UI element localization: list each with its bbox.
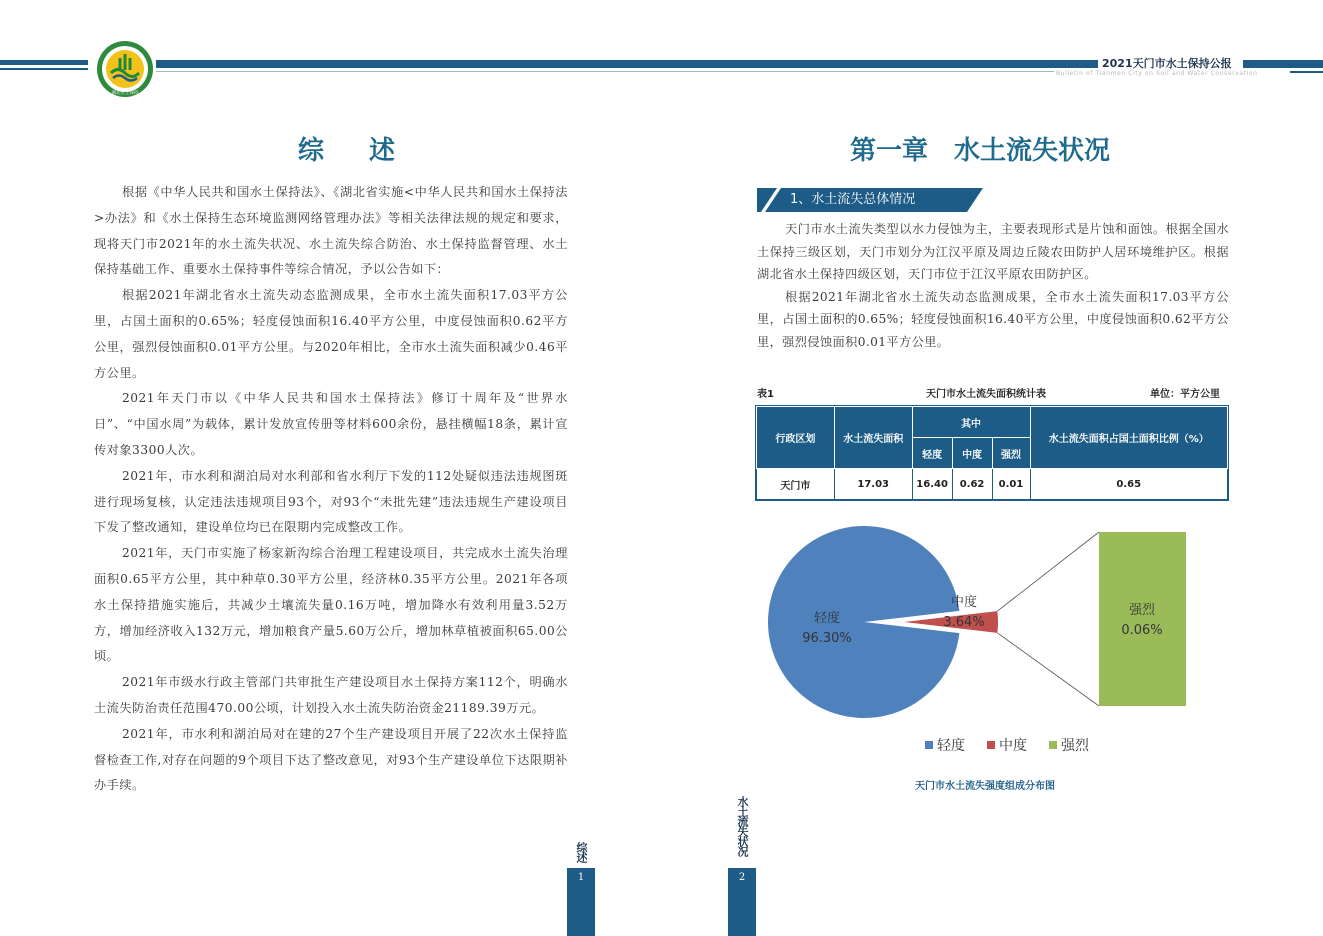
header-line-left	[0, 68, 88, 70]
header-bar-main	[156, 60, 1098, 68]
th-region: 行政区划	[757, 407, 835, 469]
section-label: 1、水土流失总体情况	[790, 192, 916, 207]
left-page-number: 1	[577, 872, 585, 883]
cell-ratio: 0.65	[1030, 469, 1228, 500]
header-line-main	[156, 71, 1054, 72]
right-page-number: 2	[738, 872, 746, 883]
th-area: 水土流失面积	[834, 407, 912, 469]
legend-swatch-moderate	[987, 741, 995, 749]
right-paragraph-2: 根据2021年湖北省水土流失动态监测成果，全市水土流失面积17.03平方公里，占国土面积的0.65%；轻度侵蚀面积16.40平方公里，中度侵蚀面积0.62平方公里，强烈侵蚀面积0.01平方公里。	[757, 289, 1229, 349]
header-bar-right	[1243, 60, 1323, 68]
right-paragraph-1: 天门市水土流失类型以水力侵蚀为主，主要表现形式是片蚀和面蚀。根据全国水土保持三级区划，天门市划分为江汉平原及周边丘陵农田防护人居环境维护区。根据湖北省水土保持四级区划，天门市位于江汉平原农田防护区。	[757, 222, 1229, 282]
intensity-pie-chart	[757, 520, 1229, 770]
label-moderate: 中度	[950, 595, 978, 610]
th-moderate: 中度	[952, 438, 992, 469]
logo-text: 湖北水土保持	[111, 91, 139, 96]
chapter-title: 第一章 水土流失状况	[850, 136, 1111, 166]
legend-swatch-severe	[1049, 741, 1057, 749]
right-body	[757, 218, 1229, 354]
bar-segment-severe	[1099, 532, 1186, 706]
left-paragraph-3: 2021年天门市以《中华人民共和国水土保持法》修订十周年及“世界水日”、“中国水周”为载体，累计发放宣传册等材料600余份，悬挂横幅18条，累计宣传对象3300人次。	[94, 391, 568, 457]
left-body	[94, 180, 568, 799]
cell-severe: 0.01	[992, 469, 1030, 500]
left-paragraph-1: 根据《中华人民共和国水土保持法》、《湖北省实施<中华人民共和国水土保持法>办法》和《水土保持生态环境监测网络管理办法》等相关法律法规的规定和要求，现将天门市2021年的水土流失状况、水土流失综合防治、水土保持监督管理、水土保持基础工作、重要水土保持事件等综合情况，予以公告如下：	[94, 185, 568, 277]
right-footer-label: 水土流失状况	[736, 796, 749, 856]
header-subtitle: Bulletin of Tianmen City on Soil and Water Conservation	[1056, 70, 1258, 77]
cell-region: 天门市	[757, 469, 835, 500]
left-heading: 综 述	[298, 136, 414, 166]
table-row	[757, 469, 1228, 500]
table-label: 表1	[757, 389, 774, 400]
legend-label-mild: 轻度	[937, 738, 965, 754]
connector-line-bottom	[997, 633, 1099, 706]
table-unit: 单位：平方公里	[1150, 389, 1220, 400]
left-paragraph-7: 2021年，市水利和湖泊局对在建的27个生产建设项目开展了22次水土保持监督检查工作,对存在问题的9个项目下达了整改意见，对93个生产建设单位下达限期补办手续。	[94, 726, 568, 793]
header-bar-left	[0, 60, 88, 65]
table-title: 天门市水土流失面积统计表	[926, 389, 1046, 400]
th-severe: 强烈	[992, 438, 1030, 469]
header-line-right	[1290, 71, 1323, 73]
header-title: 2021天门市水土保持公报	[1102, 57, 1232, 70]
value-mild: 96.30%	[802, 631, 852, 646]
th-ratio: 水土流失面积占国土面积比例（%）	[1030, 407, 1228, 469]
cell-mild: 16.40	[912, 469, 952, 500]
th-mild: 轻度	[912, 438, 952, 469]
left-paragraph-2: 根据2021年湖北省水土流失动态监测成果，全市水土流失面积17.03平方公里，占国土面积的0.65%；轻度侵蚀面积16.40平方公里，中度侵蚀面积0.62平方公里，强烈侵蚀面积0.01平方公里。与2020年相比，全市水土流失面积减少0.46平方公里。	[94, 288, 568, 380]
connector-line-top	[997, 532, 1099, 611]
th-among: 其中	[912, 407, 1030, 438]
cell-area: 17.03	[834, 469, 912, 500]
left-paragraph-5: 2021年，天门市实施了杨家新沟综合治理工程建设项目，共完成水土流失治理面积0.65平方公里，其中种草0.30平方公里，经济林0.35平方公里。2021年各项水土保持措施实施后，共减少土壤流失量0.16万吨，增加降水有效利用量3.52万方，增加经济收入132万元，增加粮食产量5.60万公斤，增加林草植被面积65.00公顷。	[94, 546, 568, 664]
legend-label-severe: 强烈	[1061, 738, 1089, 754]
cell-moderate: 0.62	[952, 469, 992, 500]
legend-label-moderate: 中度	[999, 738, 1027, 754]
value-moderate: 3.64%	[943, 615, 985, 630]
statistics-table	[756, 406, 1228, 500]
value-severe: 0.06%	[1121, 623, 1163, 638]
left-footer-label: 综述	[575, 842, 588, 862]
chart-caption: 天门市水土流失强度组成分布图	[915, 781, 1055, 792]
left-paragraph-4: 2021年，市水利和湖泊局对水利部和省水利厅下发的112处疑似违法违规图斑进行现场复核，认定违法违规项目93个，对93个“未批先建”违法违规生产建设项目下发了整改通知，建设单位均已在限期内完成整改工作。	[94, 468, 568, 535]
left-paragraph-6: 2021年市级水行政主管部门共审批生产建设项目水土保持方案112个，明确水土流失防治责任范围470.00公顷，计划投入水土流失防治资金21189.39万元。	[94, 675, 568, 715]
label-mild: 轻度	[813, 611, 841, 626]
logo-emblem-icon	[96, 40, 154, 98]
label-severe: 强烈	[1128, 603, 1156, 618]
legend-swatch-mild	[925, 741, 933, 749]
